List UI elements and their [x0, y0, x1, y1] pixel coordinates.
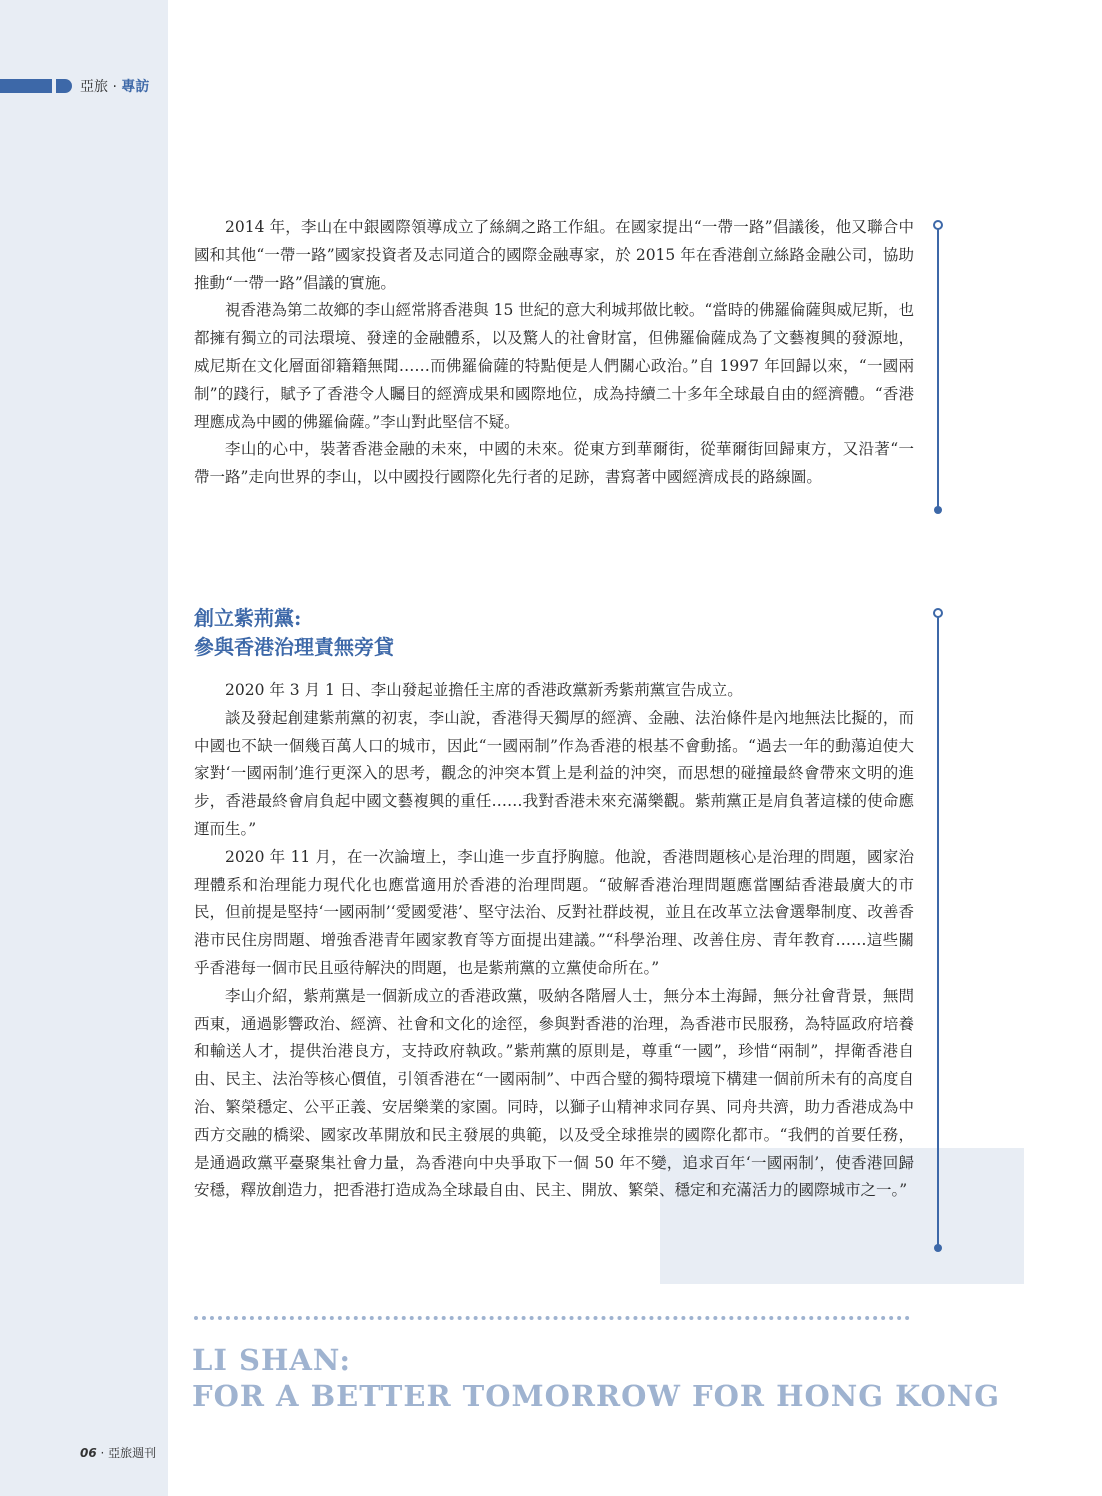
heading-line-2: 參與香港治理責無旁貸 — [194, 635, 394, 659]
paragraph: 2020 年 3 月 1 日、李山發起並擔任主席的香港政黨新秀紫荊黨宣告成立。 — [225, 681, 743, 699]
publication-name: 亞旅週刊 — [108, 1446, 157, 1460]
section2-heading — [194, 604, 394, 662]
page-number: 06 — [80, 1446, 97, 1460]
section2-rule-start-ring — [933, 608, 943, 618]
english-title — [192, 1342, 1000, 1414]
paragraph: 談及發起創建紫荊黨的初衷，李山說，香港得天獨厚的經濟、金融、法治條件是內地無法比擬的，而中國也不缺一個幾百萬人口的城市，因此“一國兩制”作為香港的根基不會動搖。“過去一年的動蕩迫使大家對‘一國兩制’進行更深入的思考，觀念的沖突本質上是利益的沖突，而思想的碰撞最終會帶來文明的進步，香港最終會肩負起中國文藝複興的重任……我對香港未來充滿樂觀。紫荊黨正是肩負著這樣的使命應運而生。” — [194, 708, 914, 838]
english-title-line-2: FOR A BETTER TOMORROW FOR HONG KONG — [192, 1379, 1001, 1413]
section2-body — [194, 677, 914, 1205]
paragraph: 2014 年，李山在中銀國際領導成立了絲綢之路工作組。在國家提出“一帶一路”倡議後，他又聯合中國和其他“一帶一路”國家投資者及志同道合的國際金融專家，於 2015 年在香港創立絲路金融公司，協助推動“一帶一路”倡議的實施。 — [194, 218, 914, 292]
section-label — [80, 76, 149, 96]
section1-rule — [937, 226, 939, 512]
paragraph: 李山的心中，裝著香港金融的未來，中國的未來。從東方到華爾街，從華爾街回歸東方，又沿著“一帶一路”走向世界的李山，以中國投行國際化先行者的足跡，書寫著中國經濟成長的路線圖。 — [194, 440, 914, 487]
section1-rule-start-ring — [933, 220, 943, 230]
footer-separator: · — [96, 1446, 109, 1460]
paragraph: 李山介紹，紫荊黨是一個新成立的香港政黨，吸納各階層人士，無分本土海歸，無分社會背景，無問西東，通過影響政治、經濟、社會和文化的途徑，參與對香港的治理，為香港市民服務，為特區政府培養和輸送人才，提供治港良方，支持政府執政。”紫荊黨的原則是，尊重“一國”，珍惜“兩制”，捍衛香港自由、民主、法治等核心價值，引領香港在“一國兩制”、中西合璧的獨特環境下構建一個前所未有的高度自治、繁榮穩定、公平正義、安居樂業的家園。同時，以獅子山精神求同存異、同舟共濟，助力香港成為中西方交融的橋梁、國家改革開放和民主發展的典範，以及受全球推崇的國際化都市。“我們的首要任務，是通過政黨平臺聚集社會力量，為香港向中央爭取下一個 50 年不變，追求百年‘一國兩制’，使香港回歸安穩，釋放創造力，把香港打造成為全球最自由、民主、開放、繁榮、穩定和充滿活力的國際城市之一。” — [194, 986, 914, 1200]
section2-rule — [937, 614, 939, 1250]
section1-body — [194, 214, 914, 492]
section2-rule-end-dot — [934, 1244, 942, 1252]
section-name: 專訪 — [121, 79, 150, 95]
section-marker-bar — [0, 79, 52, 93]
page-footer — [80, 1444, 156, 1461]
paragraph: 視香港為第二故鄉的李山經常將香港與 15 世紀的意大利城邦做比較。“當時的佛羅倫薩與威尼斯，也都擁有獨立的司法環境、發達的金融體系，以及驚人的社會財富，但佛羅倫薩成為了文藝複興的發源地，威尼斯在文化層面卻籍籍無聞……而佛羅倫薩的特點便是人們關心政治。”自 1997 年回歸以來，“一國兩制”的踐行，賦予了香港令人矚目的經濟成果和國際地位，成為持續二十多年全球最自由的經濟體。“香港理應成為中國的佛羅倫薩。”李山對此堅信不疑。 — [194, 301, 914, 431]
magazine-name: 亞旅 — [80, 79, 108, 95]
english-title-line-1: LI SHAN: — [192, 1343, 352, 1377]
heading-line-1: 創立紫荊黨: — [194, 606, 302, 630]
dotted-divider — [194, 1316, 910, 1320]
section1-rule-end-dot — [934, 506, 942, 514]
paragraph: 2020 年 11 月，在一次論壇上，李山進一步直抒胸臆。他說，香港問題核心是治理的問題，國家治理體系和治理能力現代化也應當適用於香港的治理問題。“破解香港治理問題應當團結香港最廣大的市民，但前提是堅持‘一國兩制’‘愛國愛港’、堅守法治、反對社群歧視，並且在改革立法會選舉制度、改善香港市民住房問題、增強香港青年國家教育等方面提出建議。”“科學治理、改善住房、青年教育……這些關乎香港每一個市民且亟待解決的問題，也是紫荊黨的立黨使命所在。” — [194, 847, 914, 977]
section-marker-cap — [56, 79, 72, 93]
label-separator: · — [108, 79, 122, 95]
sidebar-panel — [0, 0, 168, 1496]
